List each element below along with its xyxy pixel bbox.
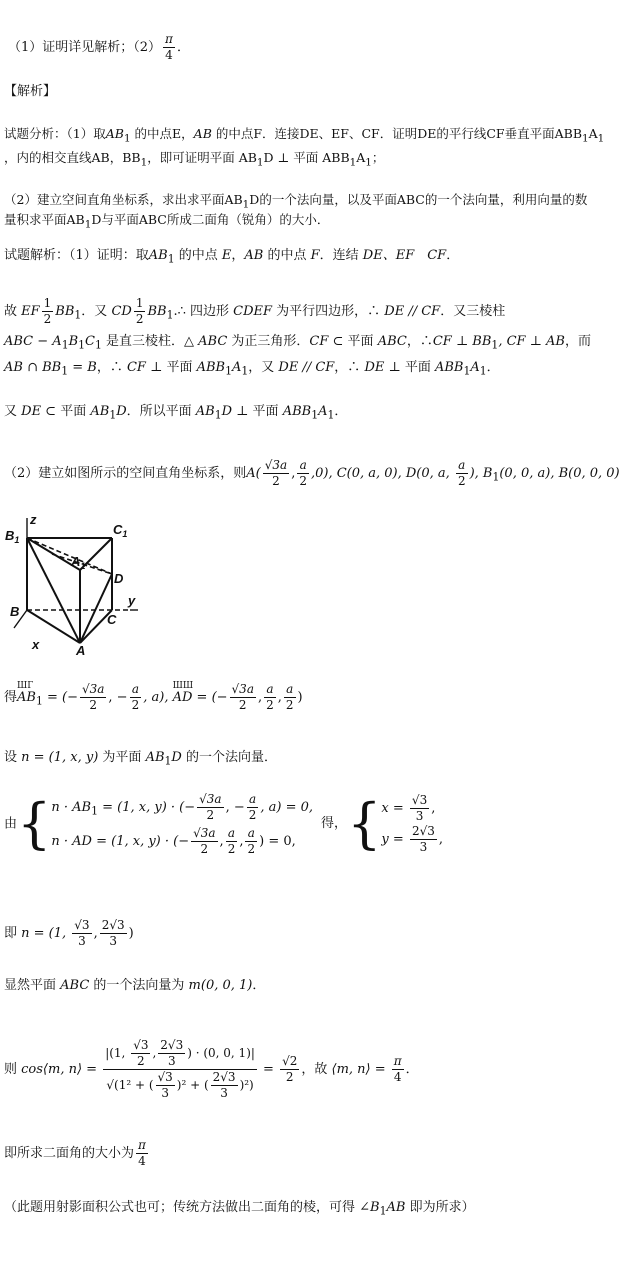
label-y: y (128, 593, 136, 608)
solution-line-3: ABC − $A_1B_1C_1$ 是直三棱柱．△ ABC 为正三角形．CF ⊂ 平面 ABC，∴CF ⊥ $BB_1$, CF ⊥ AB，而 (4, 334, 591, 352)
solution-line-1: 试题解析：（1）证明：取$AB_1$ 的中点 E，AB 的中点 F．连结 DE、EF CF． (4, 248, 460, 266)
solution-line-2: 故 EF $\frac{1}{2}$ $BB_1$．又 CD $\frac{1}{2}$ $BB_1.\therefore$ 四边形 CDEF 为平行四边形，∴ DE // CF．又三棱柱 (4, 296, 506, 326)
normal-line: 设 n = (1, x, y) 为平面 $AB_1D$ 的一个法向量． (4, 750, 277, 768)
label-b: B (10, 604, 20, 619)
label-d: D (114, 571, 124, 586)
cosine-line: 则 cos⟨m, n⟩ = |(1, $\frac{√3}{2}$ , $\frac{2√3}{3}$ ) · (0, 0, 1)| √(1² + ( $\frac{√3}{3}$ )² + ( $\frac{2√3}{3}$ )²) = $\frac{√2}{2}$ ，故 ⟨m, n⟩ = $\frac{\pi}{4}$ ． (4, 1038, 419, 1100)
label-z: z (30, 512, 37, 527)
final-answer-line: 即所求二面角的大小为 $\frac{\pi}{4}$ (4, 1138, 146, 1168)
answer-fraction: $\frac{\pi}{4}$ (165, 32, 173, 62)
label-a1: $A_1$ (71, 554, 86, 571)
analysis-line-3: （2）建立空间直角坐标系，求出求平面$AB_1D$的一个法向量，以及平面ABC的一个法向量，利用向量的数 (4, 192, 588, 211)
vectors-line: 得 ШГ $AB_1$ = (− $\frac{√3a}{2}$ , − $\frac{a}{2}$ , a), ШШ AD = (− $\frac{√3a}{2}$ , $\frac{a}{2}$ , $\frac{a}{2}$ ) (4, 681, 303, 712)
analysis-line-2: ，内的相交直线AB，$BB_1$，即可证明平面 $AB_1D$ ⊥ 平面 $ABB_1A_1$； (4, 150, 385, 169)
solution-line-4: AB ∩ $BB_1 = B$，∴ CF ⊥ 平面 $ABB_1A_1$，又 DE // CF，∴ DE ⊥ 平面 $ABB_1A_1$． (4, 360, 500, 378)
plane-normal-line: 显然平面 ABC 的一个法向量为 m(0, 0, 1)． (4, 978, 266, 993)
line-ad (80, 574, 112, 643)
label-b1: $B_1$ (5, 528, 20, 545)
result-line: 即 n = (1, $\frac{√3}{3}$ , $\frac{2√3}{3}$ ) (4, 918, 134, 948)
label-c: C (107, 612, 117, 627)
label-c1: $C_1$ (113, 522, 128, 539)
analysis-line-4: 量积求平面$AB_1D$与平面ABC所成二面角（锐角）的大小． (4, 212, 330, 231)
prism-figure (0, 510, 150, 655)
answer-line: （1）证明详见解析；（2） $\frac{\pi}{4}$ ． (8, 32, 190, 62)
label-a: A (76, 643, 86, 655)
coords-line: （2）建立如图所示的空间直角坐标系，则A( $\frac{√3a}{2}$ , $\frac{a}{2}$ ,0), C(0, a, 0), D(0, a, $\frac{a}{2}$ ), $B_1(0$, 0, a), B(0, 0, 0) (4, 458, 620, 488)
solution-line-5: 又 DE ⊂ 平面 $AB_1D$．所以平面 $AB_1D$ ⊥ 平面 $ABB_1A_1$． (4, 404, 348, 422)
label-x: x (32, 637, 40, 652)
equation-system: 由{ $n \cdot AB_1 = (1$, x, y) · (− $\frac{√3a}{2}$ , − $\frac{a}{2}$ , a) = 0, n · AD = (1, x, y) · (− $\frac{√3a}{2}$ , $\frac{a}{2}$ , $\frac{a}{2}$ ) = 0, 得，{ x = $\frac{√3}{3}$ , y = $\frac{2√3}{3}$ , (4, 792, 443, 856)
note-line: （此题用射影面积公式也可；传统方法做出二面角的棱，可得 $\angle B_1AB$ 即为所求） (4, 1200, 475, 1218)
analysis-line-1: 试题分析：（1）取$AB_1$ 的中点E，AB 的中点F．连接DE、EF、CF．证明DE的平行线CF垂直平面$ABB_1A_1$ (4, 126, 605, 145)
line-b1d (27, 538, 112, 574)
section-heading: 【解析】 (4, 84, 57, 99)
